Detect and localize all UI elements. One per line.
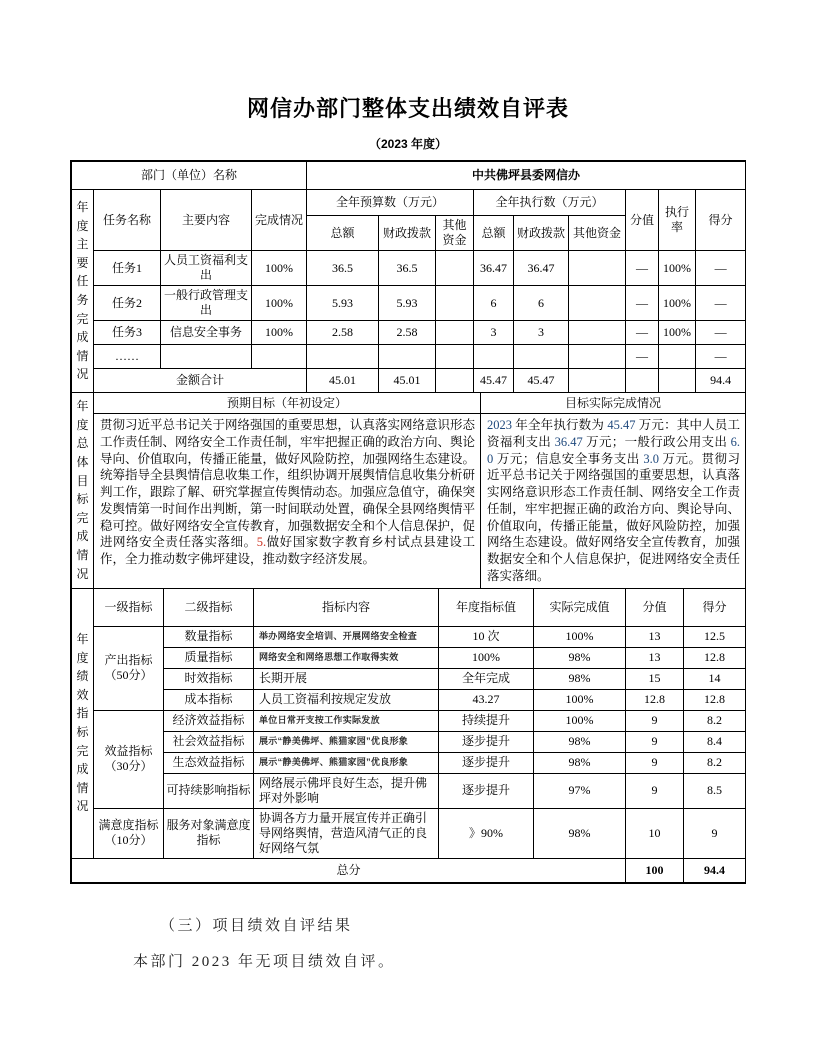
task-row bbox=[72, 286, 746, 321]
table-cell bbox=[252, 345, 307, 369]
table-cell: 举办网络安全培训、开展网络安全检查 bbox=[254, 626, 439, 647]
table-cell: 9 bbox=[626, 773, 684, 808]
col-header-budget-other: 其他资金 bbox=[436, 216, 474, 251]
table-cell: 持续提升 bbox=[439, 710, 534, 731]
col-header-exec-fiscal: 财政拨款 bbox=[514, 216, 569, 251]
col-header-actual-value: 实际完成值 bbox=[534, 588, 626, 626]
indicator-group-label: 产出指标（50分） bbox=[94, 626, 164, 710]
text-segment: 万元；信息安全事务支出 bbox=[493, 451, 644, 466]
amount-total-label: 金额合计 bbox=[94, 369, 307, 393]
table-cell: 任务1 bbox=[94, 251, 161, 286]
section-label-text: 年度总体目标完成情况 bbox=[76, 399, 89, 581]
table-cell: 100% bbox=[659, 321, 696, 345]
table-cell: 2.58 bbox=[379, 321, 436, 345]
task-header-row-1 bbox=[72, 190, 746, 216]
table-cell: 人员工资福利按规定发放 bbox=[254, 689, 439, 710]
table-cell: 6 bbox=[474, 286, 514, 321]
table-cell bbox=[569, 369, 626, 393]
footer-section bbox=[133, 914, 816, 971]
table-cell: 100% bbox=[252, 251, 307, 286]
section-label-indicators bbox=[72, 588, 94, 858]
table-cell bbox=[569, 286, 626, 321]
table-cell: 45.47 bbox=[514, 369, 569, 393]
dept-name-label: 部门（单位）名称 bbox=[72, 162, 307, 190]
section-label-annual-tasks bbox=[72, 190, 94, 393]
table-cell: 36.5 bbox=[379, 251, 436, 286]
table-cell: 97% bbox=[534, 773, 626, 808]
table-cell bbox=[626, 369, 659, 393]
table-cell: — bbox=[696, 321, 746, 345]
expected-goal-header: 预期目标（年初设定） bbox=[94, 393, 481, 414]
col-header-exec-total: 总额 bbox=[474, 216, 514, 251]
task-row bbox=[72, 251, 746, 286]
table-cell: — bbox=[696, 251, 746, 286]
indicator-row bbox=[72, 647, 746, 668]
footer-body: 本部门 2023 年无项目绩效自评。 bbox=[133, 953, 396, 970]
table-cell: 5.93 bbox=[379, 286, 436, 321]
col-header-exec-other: 其他资金 bbox=[569, 216, 626, 251]
table-cell: 生态效益指标 bbox=[164, 752, 254, 773]
table-cell: 一般行政管理支出 bbox=[161, 286, 252, 321]
table-cell bbox=[436, 286, 474, 321]
table-cell: 12.8 bbox=[626, 689, 684, 710]
table-cell: — bbox=[626, 321, 659, 345]
table-cell: 单位日常开支按工作实际发放 bbox=[254, 710, 439, 731]
indicator-row bbox=[72, 689, 746, 710]
table-cell: 98% bbox=[534, 808, 626, 858]
col-header-ind-score: 得分 bbox=[684, 588, 746, 626]
text-segment: 36.47 bbox=[554, 434, 583, 449]
table-cell: 社会效益指标 bbox=[164, 731, 254, 752]
table-cell bbox=[436, 251, 474, 286]
text-segment: 45.47 bbox=[607, 418, 636, 432]
table-cell: 9 bbox=[626, 710, 684, 731]
dept-row bbox=[72, 162, 746, 190]
indicator-row bbox=[72, 808, 746, 858]
page-subtitle: （2023 年度） bbox=[368, 137, 448, 151]
col-header-completion: 完成情况 bbox=[252, 190, 307, 251]
table-cell bbox=[659, 345, 696, 369]
table-cell: 3 bbox=[514, 321, 569, 345]
table-cell: 数量指标 bbox=[164, 626, 254, 647]
table-cell: 信息安全事务 bbox=[161, 321, 252, 345]
expected-goal-text bbox=[94, 414, 481, 589]
table-cell: 98% bbox=[534, 752, 626, 773]
table-cell: 13 bbox=[626, 626, 684, 647]
table-cell: 9 bbox=[684, 808, 746, 858]
text-segment: 年全年执行数为 bbox=[512, 418, 608, 432]
table-cell: 服务对象满意度指标 bbox=[164, 808, 254, 858]
table-cell: 时效指标 bbox=[164, 668, 254, 689]
table-cell: 8.2 bbox=[684, 710, 746, 731]
col-header-task-name: 任务名称 bbox=[94, 190, 161, 251]
task-row bbox=[72, 321, 746, 345]
table-cell: 100% bbox=[439, 647, 534, 668]
text-segment: 5. bbox=[256, 535, 267, 550]
text-segment: 万元；一般行政公用支出 bbox=[582, 434, 731, 449]
table-cell bbox=[514, 345, 569, 369]
text-segment: 2023 bbox=[487, 418, 512, 432]
task-table bbox=[71, 161, 746, 393]
text-segment: 万元：其中人员工资福利支出 bbox=[487, 418, 740, 449]
table-cell: 14 bbox=[684, 668, 746, 689]
amount-total-row bbox=[72, 369, 746, 393]
table-cell: — bbox=[696, 345, 746, 369]
table-cell: 8.2 bbox=[684, 752, 746, 773]
footer-heading: （三）项目绩效自评结果 bbox=[160, 917, 353, 934]
indicator-group-label: 效益指标（30分） bbox=[94, 710, 164, 808]
indicator-group-label: 满意度指标（10分） bbox=[94, 808, 164, 858]
table-cell: 12.8 bbox=[684, 647, 746, 668]
table-cell: 15 bbox=[626, 668, 684, 689]
table-cell: 100% bbox=[252, 321, 307, 345]
col-header-level2: 二级指标 bbox=[164, 588, 254, 626]
table-cell: 8.5 bbox=[684, 773, 746, 808]
page-title: 网信办部门整体支出绩效自评表 bbox=[246, 96, 569, 121]
table-cell: 12.5 bbox=[684, 626, 746, 647]
table-cell: 5.93 bbox=[307, 286, 379, 321]
table-cell: 98% bbox=[534, 647, 626, 668]
table-cell: 任务3 bbox=[94, 321, 161, 345]
goals-table bbox=[71, 392, 746, 589]
table-cell: 45.01 bbox=[307, 369, 379, 393]
text-segment: 6.0 bbox=[487, 434, 740, 466]
table-cell: 2.58 bbox=[307, 321, 379, 345]
table-cell: — bbox=[626, 251, 659, 286]
goals-header-row bbox=[72, 393, 746, 414]
section-label-text: 年度绩效指标完成情况 bbox=[76, 632, 89, 814]
col-header-ind-points: 分值 bbox=[626, 588, 684, 626]
table-cell: 98% bbox=[534, 731, 626, 752]
table-cell: 36.47 bbox=[514, 251, 569, 286]
col-header-indicator-content: 指标内容 bbox=[254, 588, 439, 626]
table-cell: 100% bbox=[252, 286, 307, 321]
table-cell: 6 bbox=[514, 286, 569, 321]
table-cell bbox=[474, 345, 514, 369]
total-score-label: 总分 bbox=[72, 858, 626, 882]
dept-name-value: 中共佛坪县委网信办 bbox=[307, 162, 746, 190]
table-cell: 全年完成 bbox=[439, 668, 534, 689]
table-cell: 100% bbox=[534, 710, 626, 731]
table-cell: 10 次 bbox=[439, 626, 534, 647]
table-cell: 13 bbox=[626, 647, 684, 668]
table-cell bbox=[379, 345, 436, 369]
indicator-row bbox=[72, 710, 746, 731]
table-cell: 10 bbox=[626, 808, 684, 858]
evaluation-table bbox=[70, 160, 746, 884]
indicator-row bbox=[72, 668, 746, 689]
table-cell: — bbox=[626, 345, 659, 369]
col-header-exec-group: 全年执行数（万元） bbox=[474, 190, 626, 216]
col-header-level1: 一级指标 bbox=[94, 588, 164, 626]
indicator-row bbox=[72, 773, 746, 808]
table-cell: 质量指标 bbox=[164, 647, 254, 668]
table-cell: 8.4 bbox=[684, 731, 746, 752]
table-cell: 98% bbox=[534, 668, 626, 689]
goals-content-row bbox=[72, 414, 746, 589]
table-cell: 9 bbox=[626, 731, 684, 752]
table-cell: 36.47 bbox=[474, 251, 514, 286]
table-cell bbox=[569, 321, 626, 345]
table-cell: 3 bbox=[474, 321, 514, 345]
table-cell: 成本指标 bbox=[164, 689, 254, 710]
table-cell: 43.27 bbox=[439, 689, 534, 710]
table-cell: 》90% bbox=[439, 808, 534, 858]
table-cell bbox=[569, 251, 626, 286]
indicator-row bbox=[72, 626, 746, 647]
table-cell bbox=[161, 345, 252, 369]
table-cell: 45.01 bbox=[379, 369, 436, 393]
task-row bbox=[72, 345, 746, 369]
table-cell: 可持续影响指标 bbox=[164, 773, 254, 808]
indicator-header-row bbox=[72, 588, 746, 626]
table-cell: 12.8 bbox=[684, 689, 746, 710]
table-cell: 9 bbox=[626, 752, 684, 773]
table-cell: 45.47 bbox=[474, 369, 514, 393]
total-score-value: 94.4 bbox=[684, 858, 746, 882]
table-cell: 100% bbox=[534, 689, 626, 710]
table-cell: — bbox=[696, 286, 746, 321]
table-cell: 逐步提升 bbox=[439, 752, 534, 773]
indicator-table bbox=[71, 588, 746, 883]
text-segment: 3.0 bbox=[643, 451, 659, 466]
table-cell: — bbox=[626, 286, 659, 321]
table-cell: 逐步提升 bbox=[439, 731, 534, 752]
col-header-exec-rate: 执行率 bbox=[659, 190, 696, 251]
col-header-budget-total: 总额 bbox=[307, 216, 379, 251]
total-score-points: 100 bbox=[626, 858, 684, 882]
table-cell: 网络展示佛坪良好生态，提升佛坪对外影响 bbox=[254, 773, 439, 808]
table-cell: 100% bbox=[534, 626, 626, 647]
table-cell: 逐步提升 bbox=[439, 773, 534, 808]
col-header-budget-group: 全年预算数（万元） bbox=[307, 190, 474, 216]
table-cell: 36.5 bbox=[307, 251, 379, 286]
table-cell: 协调各方力量开展宣传并正确引导网络舆情，营造风清气正的良好网络气氛 bbox=[254, 808, 439, 858]
section-label-annual-goals bbox=[72, 393, 94, 589]
col-header-score: 得分 bbox=[696, 190, 746, 251]
col-header-annual-target: 年度指标值 bbox=[439, 588, 534, 626]
table-cell: 94.4 bbox=[696, 369, 746, 393]
table-cell bbox=[307, 345, 379, 369]
table-cell bbox=[659, 369, 696, 393]
table-cell: 任务2 bbox=[94, 286, 161, 321]
text-segment: 做好国家数字教育乡村试点县建设工作，全力推动数字佛坪建设，推动数字经济发展。 bbox=[100, 535, 475, 566]
table-cell: 网络安全和网络思想工作取得实效 bbox=[254, 647, 439, 668]
table-cell: 展示“静美佛坪、熊猫家园”优良形象 bbox=[254, 731, 439, 752]
table-cell: 长期开展 bbox=[254, 668, 439, 689]
table-cell: 展示“静美佛坪、熊猫家园”优良形象 bbox=[254, 752, 439, 773]
table-cell bbox=[436, 345, 474, 369]
col-header-budget-fiscal: 财政拨款 bbox=[379, 216, 436, 251]
table-cell: 100% bbox=[659, 251, 696, 286]
table-cell bbox=[436, 369, 474, 393]
col-header-points: 分值 bbox=[626, 190, 659, 251]
table-cell: 经济效益指标 bbox=[164, 710, 254, 731]
text-segment: 贯彻习近平总书记关于网络强国的重要思想，认真落实网络意识形态工作责任制、网络安全工作责任制，牢牢把握正确的政治方向、舆论导向、价值取向，传播正能量，做好风险防控，加强网络生态建设。统筹指导全县舆情信息收集工作，组织协调开展舆情信息收集分析研判工作，跟踪了解、研究掌握宣传舆情动态。加强应急值守，确保突发舆情第一时间作出判断，第一时间联动处置，确保全县网络舆情平稳可控。做好网络安全宣传教育，加强数据安全和个人信息保护，促进网络安全责任落实落细。 bbox=[100, 418, 476, 550]
table-cell bbox=[569, 345, 626, 369]
indicator-row bbox=[72, 731, 746, 752]
text-segment: 万元。贯彻习近平总书记关于网络强国的重要思想，认真落实网络意识形态工作责任制、网络安全工作责任制，牢牢把握正确的政治方向、舆论导向、价值取向，传播正能量，做好风险防控，加强网络生态建设。做好网络安全宣传教育，加强数据安全和个人信息保护，促进网络安全责任落实落细。 bbox=[487, 451, 740, 583]
col-header-main-content: 主要内容 bbox=[161, 190, 252, 251]
table-cell: 人员工资福利支出 bbox=[161, 251, 252, 286]
actual-goal-text bbox=[481, 414, 746, 589]
table-cell: 100% bbox=[659, 286, 696, 321]
section-label-text: 年度主要任务完成情况 bbox=[76, 200, 89, 382]
total-score-row bbox=[72, 858, 746, 882]
indicator-row bbox=[72, 752, 746, 773]
actual-goal-header: 目标实际完成情况 bbox=[481, 393, 746, 414]
table-cell bbox=[436, 321, 474, 345]
table-cell: …… bbox=[94, 345, 161, 369]
